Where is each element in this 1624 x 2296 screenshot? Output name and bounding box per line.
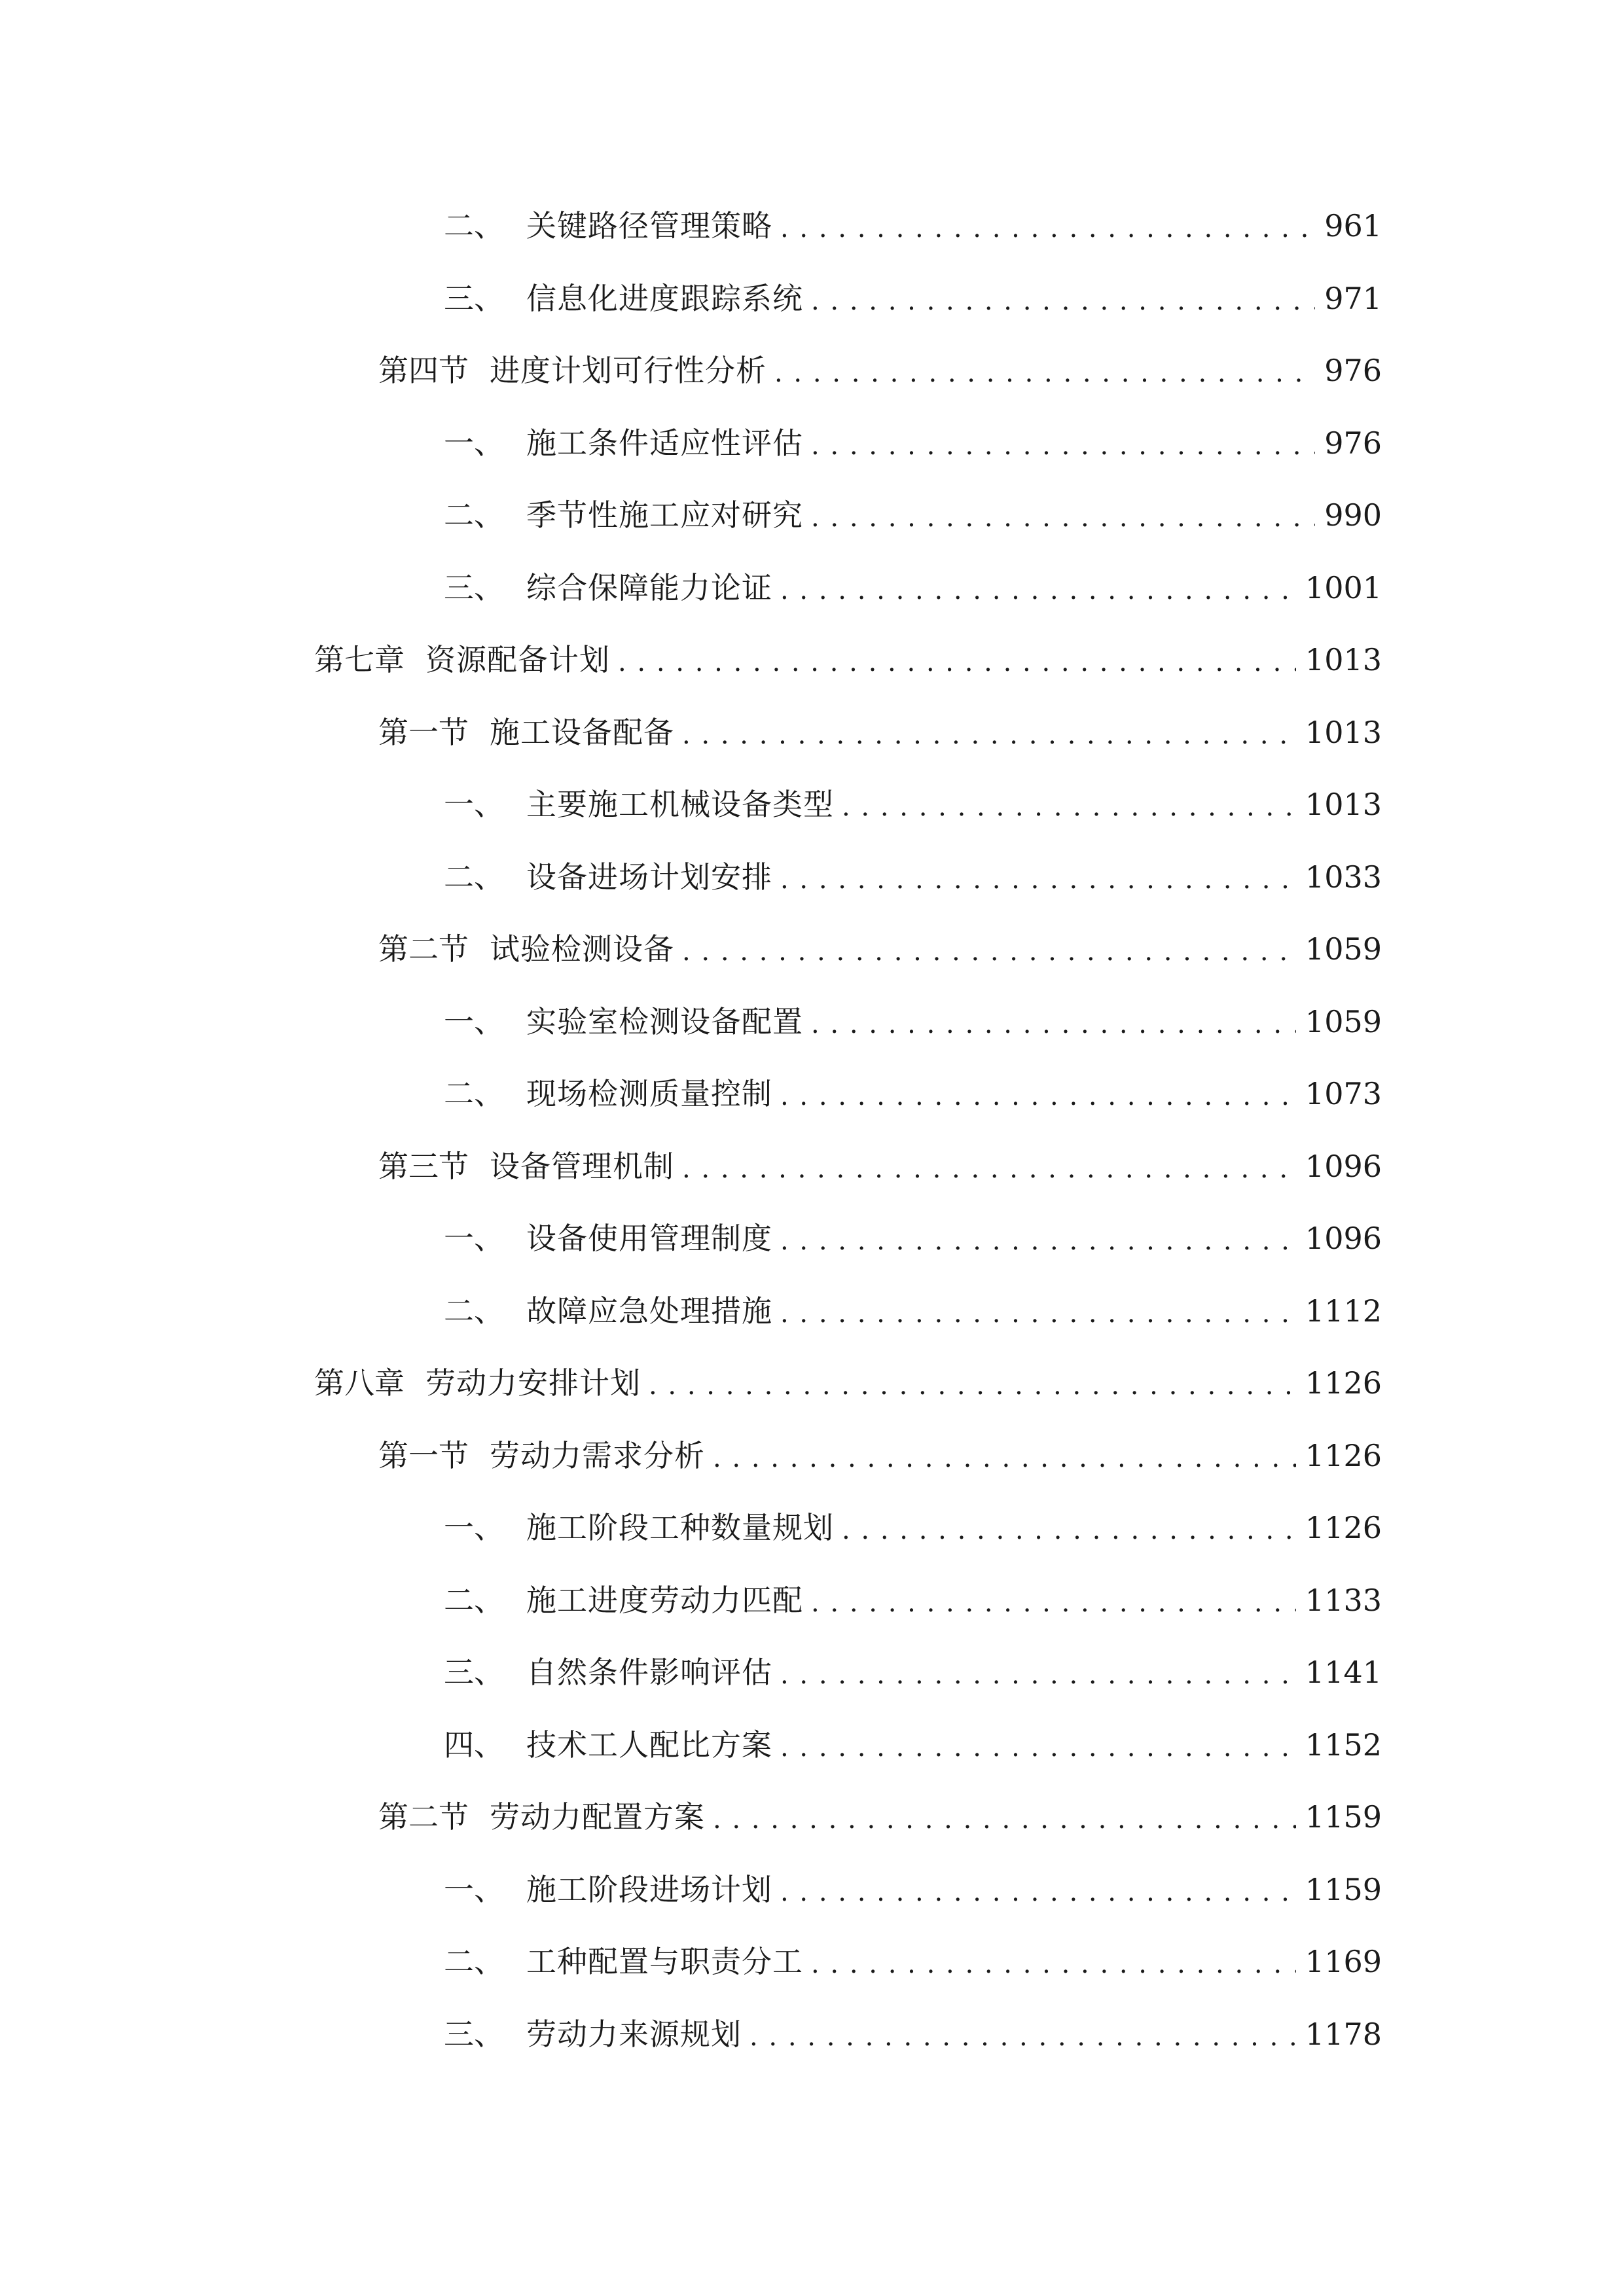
toc-entry-page-number: 1013: [1305, 787, 1382, 823]
toc-entry-page-number: 1152: [1305, 1727, 1382, 1763]
dot-leader: [811, 498, 1315, 537]
toc-entry-title: 工种配置与职责分工: [526, 1944, 803, 1980]
toc-entry-page-number: 976: [1324, 353, 1382, 389]
toc-entry-page-number: 1033: [1305, 859, 1382, 895]
toc-entry-number: 第八章: [314, 1365, 405, 1401]
toc-entry-number: 一、: [444, 1510, 504, 1546]
toc-entry[interactable]: [0, 768, 1624, 841]
toc-entry-title: 设备管理机制: [490, 1148, 674, 1184]
toc-entry-title: 施工阶段工种数量规划: [526, 1510, 834, 1546]
toc-entry-title: 技术工人配比方案: [526, 1727, 772, 1763]
toc-entry[interactable]: [0, 1275, 1624, 1348]
toc-entry[interactable]: [0, 696, 1624, 769]
toc-entry-page-number: 1133: [1305, 1582, 1382, 1618]
toc-entry-number: 一、: [444, 787, 504, 823]
dot-leader: [811, 1945, 1296, 1984]
toc-entry-number: 第三节: [378, 1148, 469, 1184]
toc-entry-number: 一、: [444, 1003, 504, 1039]
toc-entry-title: 关键路径管理策略: [526, 208, 772, 244]
dot-leader: [618, 643, 1296, 682]
toc-entry-page-number: 1096: [1305, 1221, 1382, 1257]
table-of-contents: [0, 190, 1624, 2070]
toc-entry-number: 二、: [444, 1076, 504, 1112]
toc-entry-page-number: 1001: [1305, 569, 1382, 605]
toc-entry-number: 三、: [444, 280, 504, 316]
toc-entry[interactable]: [0, 407, 1624, 480]
toc-entry-number: 第二节: [378, 1799, 469, 1835]
toc-entry-page-number: 1159: [1305, 1871, 1382, 1907]
dot-leader: [682, 1149, 1296, 1189]
toc-entry-page-number: 1169: [1305, 1944, 1382, 1980]
toc-entry[interactable]: [0, 1058, 1624, 1130]
toc-entry-number: 三、: [444, 1655, 504, 1691]
toc-entry[interactable]: [0, 334, 1624, 407]
toc-entry-title: 劳动力需求分析: [490, 1437, 705, 1473]
toc-entry[interactable]: [0, 1636, 1624, 1709]
toc-entry-page-number: 976: [1324, 425, 1382, 461]
dot-leader: [780, 1873, 1296, 1912]
toc-entry-title: 主要施工机械设备类型: [526, 787, 834, 823]
toc-entry[interactable]: [0, 190, 1624, 262]
toc-entry-number: 二、: [444, 859, 504, 895]
toc-entry-title: 实验室检测设备配置: [526, 1003, 803, 1039]
toc-entry-title: 资源配备计划: [425, 642, 610, 678]
toc-entry-page-number: 1126: [1305, 1365, 1382, 1401]
toc-entry-page-number: 1126: [1305, 1437, 1382, 1473]
toc-entry-page-number: 961: [1324, 208, 1382, 244]
toc-entry-title: 进度计划可行性分析: [490, 353, 767, 389]
toc-entry-title: 现场检测质量控制: [526, 1076, 772, 1112]
toc-entry-page-number: 1126: [1305, 1510, 1382, 1546]
dot-leader: [713, 1800, 1296, 1839]
dot-leader: [811, 1583, 1296, 1623]
dot-leader: [780, 1294, 1296, 1333]
toc-entry[interactable]: [0, 1492, 1624, 1564]
toc-entry-page-number: 1073: [1305, 1076, 1382, 1112]
toc-entry-number: 二、: [444, 1293, 504, 1329]
dot-leader: [682, 715, 1296, 755]
toc-entry[interactable]: [0, 1564, 1624, 1637]
dot-leader: [811, 281, 1315, 321]
toc-chapter-entry[interactable]: [0, 624, 1624, 696]
toc-entry-page-number: 1096: [1305, 1148, 1382, 1184]
dot-leader: [749, 2017, 1296, 2056]
dot-leader: [780, 209, 1315, 248]
dot-leader: [780, 1221, 1296, 1261]
toc-entry-title: 综合保障能力论证: [526, 569, 772, 605]
toc-entry-number: 第一节: [378, 1437, 469, 1473]
toc-entry[interactable]: [0, 1202, 1624, 1275]
toc-entry-page-number: 1178: [1305, 2016, 1382, 2052]
toc-entry-title: 设备使用管理制度: [526, 1221, 772, 1257]
toc-entry-title: 劳动力安排计划: [425, 1365, 641, 1401]
toc-entry-number: 二、: [444, 497, 504, 533]
toc-entry-page-number: 1013: [1305, 642, 1382, 678]
toc-entry-page-number: 1141: [1305, 1655, 1382, 1691]
toc-entry-page-number: 1059: [1305, 1003, 1382, 1039]
toc-entry-number: 三、: [444, 2016, 504, 2052]
dot-leader: [811, 426, 1315, 465]
toc-entry[interactable]: [0, 1926, 1624, 1998]
toc-entry-title: 设备进场计划安排: [526, 859, 772, 895]
dot-leader: [774, 353, 1315, 393]
toc-entry[interactable]: [0, 1709, 1624, 1782]
toc-entry-number: 二、: [444, 1582, 504, 1618]
toc-entry[interactable]: [0, 552, 1624, 624]
toc-entry-page-number: 1112: [1305, 1293, 1382, 1329]
toc-entry-title: 故障应急处理措施: [526, 1293, 772, 1329]
toc-entry[interactable]: [0, 841, 1624, 914]
toc-entry-title: 施工条件适应性评估: [526, 425, 803, 461]
toc-entry-number: 一、: [444, 1221, 504, 1257]
dot-leader: [713, 1439, 1296, 1478]
dot-leader: [780, 1728, 1296, 1767]
toc-entry[interactable]: [0, 1998, 1624, 2071]
toc-entry-page-number: 1013: [1305, 714, 1382, 750]
toc-entry[interactable]: [0, 1130, 1624, 1203]
toc-entry-page-number: 971: [1324, 280, 1382, 316]
dot-leader: [780, 1077, 1296, 1116]
dot-leader: [780, 571, 1296, 610]
dot-leader: [682, 932, 1296, 971]
dot-leader: [649, 1366, 1296, 1405]
toc-entry-number: 第七章: [314, 642, 405, 678]
toc-entry-title: 施工阶段进场计划: [526, 1871, 772, 1907]
toc-entry-number: 四、: [444, 1727, 504, 1763]
toc-entry-number: 二、: [444, 1944, 504, 1980]
toc-entry-number: 一、: [444, 425, 504, 461]
toc-entry-number: 第二节: [378, 931, 469, 967]
toc-entry-title: 试验检测设备: [490, 931, 674, 967]
toc-entry-title: 施工进度劳动力匹配: [526, 1582, 803, 1618]
toc-entry-title: 信息化进度跟踪系统: [526, 280, 803, 316]
toc-entry-number: 第一节: [378, 714, 469, 750]
dot-leader: [842, 787, 1296, 827]
dot-leader: [842, 1511, 1296, 1550]
toc-entry-title: 自然条件影响评估: [526, 1655, 772, 1691]
toc-entry[interactable]: [0, 913, 1624, 986]
toc-entry-page-number: 1059: [1305, 931, 1382, 967]
toc-entry-title: 施工设备配备: [490, 714, 674, 750]
toc-entry[interactable]: [0, 1420, 1624, 1492]
toc-entry[interactable]: [0, 1781, 1624, 1854]
toc-entry-number: 第四节: [378, 353, 469, 389]
toc-entry-page-number: 990: [1324, 497, 1382, 533]
toc-entry-title: 劳动力来源规划: [526, 2016, 742, 2052]
toc-chapter-entry[interactable]: [0, 1347, 1624, 1420]
toc-entry-number: 二、: [444, 208, 504, 244]
toc-entry-number: 三、: [444, 569, 504, 605]
toc-entry-title: 季节性施工应对研究: [526, 497, 803, 533]
toc-entry[interactable]: [0, 986, 1624, 1058]
toc-entry-title: 劳动力配置方案: [490, 1799, 705, 1835]
toc-entry[interactable]: [0, 262, 1624, 335]
toc-entry[interactable]: [0, 1854, 1624, 1926]
dot-leader: [811, 1005, 1296, 1044]
toc-entry[interactable]: [0, 479, 1624, 552]
dot-leader: [780, 1655, 1296, 1695]
toc-entry-page-number: 1159: [1305, 1799, 1382, 1835]
dot-leader: [780, 860, 1296, 899]
toc-entry-number: 一、: [444, 1871, 504, 1907]
